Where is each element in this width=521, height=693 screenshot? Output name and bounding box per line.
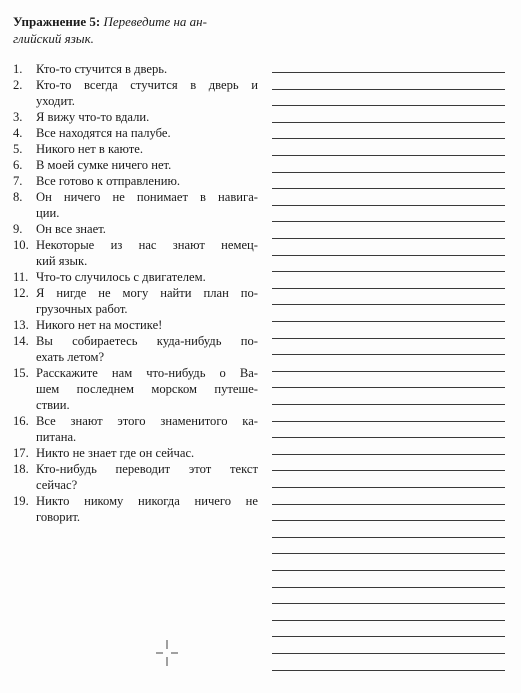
- sentence-number: 2.: [13, 78, 23, 92]
- sentence-text: [36, 77, 258, 109]
- sentence-text: [36, 269, 258, 285]
- answer-line[interactable]: [272, 504, 505, 505]
- sentence-number: 7.: [13, 174, 23, 188]
- sentence-line: Вы собираетесь куда-нибудь по-: [36, 334, 258, 348]
- sentence-number: 3.: [13, 110, 23, 124]
- sentence-line: сейчас?: [36, 478, 78, 492]
- sentence-line: Кто-то стучится в дверь.: [36, 62, 168, 76]
- exercise-instruction-line-2: глийский язык.: [13, 31, 94, 46]
- answer-line[interactable]: [272, 620, 505, 621]
- sentence-line: ции.: [36, 206, 60, 220]
- sentence-line: питана.: [36, 430, 77, 444]
- sentence-line: Все знают этого знаменитого ка-: [36, 414, 258, 428]
- sentence-text: [36, 109, 258, 125]
- answer-line[interactable]: [272, 636, 505, 637]
- sentence-item: [13, 237, 258, 269]
- sentence-number: 9.: [13, 222, 23, 236]
- sentence-text: [36, 365, 258, 413]
- answer-line[interactable]: [272, 188, 505, 189]
- answer-line[interactable]: [272, 653, 505, 654]
- answer-line[interactable]: [272, 587, 505, 588]
- sentence-number: 19.: [13, 494, 29, 508]
- sentence-line: Кто-нибудь переводит этот текст: [36, 462, 258, 476]
- answer-line[interactable]: [272, 172, 505, 173]
- sentence-number: 18.: [13, 462, 29, 476]
- answer-line[interactable]: [272, 72, 505, 73]
- sentence-text: [36, 221, 258, 237]
- sentence-item: [13, 77, 258, 109]
- sentence-text: [36, 413, 258, 445]
- sentence-item: [13, 189, 258, 221]
- sentence-line: Никто никому никогда ничего не: [36, 494, 258, 508]
- sentence-line: Все готово к отправлению.: [36, 174, 181, 188]
- sentence-line: Некоторые из нас знают немец-: [36, 238, 258, 252]
- sentence-number: 13.: [13, 318, 29, 332]
- answer-line[interactable]: [272, 520, 505, 521]
- sentence-line: кий язык.: [36, 254, 88, 268]
- answer-line[interactable]: [272, 421, 505, 422]
- sentence-item: [13, 317, 258, 333]
- sentence-number: 5.: [13, 142, 23, 156]
- answer-line[interactable]: [272, 221, 505, 222]
- sentence-line: говорит.: [36, 510, 81, 524]
- answer-line[interactable]: [272, 553, 505, 554]
- answer-line[interactable]: [272, 122, 505, 123]
- sentence-text: [36, 189, 258, 221]
- answer-line[interactable]: [272, 354, 505, 355]
- exercise-heading: [13, 13, 263, 47]
- sentence-text: [36, 173, 258, 189]
- answer-line[interactable]: [272, 138, 505, 139]
- sentence-line: Он ничего не понимает в навига-: [36, 190, 258, 204]
- sentence-item: [13, 221, 258, 237]
- answer-line[interactable]: [272, 238, 505, 239]
- answer-line[interactable]: [272, 205, 505, 206]
- sentence-number: 17.: [13, 446, 29, 460]
- answer-line[interactable]: [272, 89, 505, 90]
- sentence-item: [13, 173, 258, 189]
- sentence-item: [13, 61, 258, 77]
- sentence-line: шем последнем морском путеше-: [36, 382, 258, 396]
- sentence-number: 10.: [13, 238, 29, 252]
- sentence-item: [13, 413, 258, 445]
- sentence-item: [13, 445, 258, 461]
- answer-line[interactable]: [272, 387, 505, 388]
- answer-line[interactable]: [272, 255, 505, 256]
- sentence-line: Никто не знает где он сейчас.: [36, 446, 195, 460]
- sentence-text: [36, 157, 258, 173]
- answer-lines-area: [272, 0, 505, 693]
- sentence-item: [13, 157, 258, 173]
- sentence-text: [36, 493, 258, 525]
- answer-line[interactable]: [272, 404, 505, 405]
- sentence-text: [36, 125, 258, 141]
- sentence-line: Я нигде не могу найти план по-: [36, 286, 258, 300]
- answer-line[interactable]: [272, 437, 505, 438]
- sentence-line: В моей сумке ничего нет.: [36, 158, 172, 172]
- sentence-text: [36, 317, 258, 333]
- sentence-item: [13, 141, 258, 157]
- sentence-item: [13, 125, 258, 141]
- sentence-line: Все находятся на палубе.: [36, 126, 171, 140]
- answer-line[interactable]: [272, 537, 505, 538]
- sentence-line: Кто-то всегда стучится в дверь и: [36, 78, 258, 92]
- sentence-number: 11.: [13, 270, 29, 284]
- sentence-line: Что-то случилось с двигателем.: [36, 270, 206, 284]
- sentence-text: [36, 333, 258, 365]
- answer-line[interactable]: [272, 454, 505, 455]
- sentence-line: Никого нет в каюте.: [36, 142, 143, 156]
- sentence-item: [13, 461, 258, 493]
- answer-line[interactable]: [272, 603, 505, 604]
- answer-line[interactable]: [272, 487, 505, 488]
- answer-line[interactable]: [272, 304, 505, 305]
- sentence-line: Никого нет на мостике!: [36, 318, 163, 332]
- sentence-number: 4.: [13, 126, 23, 140]
- sentence-line: ехать летом?: [36, 350, 105, 364]
- sentence-line: Я вижу что-то вдали.: [36, 110, 150, 124]
- sentence-number: 12.: [13, 286, 29, 300]
- answer-line[interactable]: [272, 338, 505, 339]
- answer-line[interactable]: [272, 105, 505, 106]
- sentence-line: уходит.: [36, 94, 75, 108]
- sentence-item: [13, 365, 258, 413]
- answer-line[interactable]: [272, 470, 505, 471]
- sentence-text: [36, 61, 258, 77]
- sentence-text: [36, 445, 258, 461]
- answer-line[interactable]: [272, 670, 505, 671]
- sentence-number: 14.: [13, 334, 29, 348]
- sentence-item: [13, 285, 258, 317]
- sentence-text: [36, 141, 258, 157]
- sentence-item: [13, 333, 258, 365]
- sentence-text: [36, 237, 258, 269]
- sentence-item: [13, 269, 258, 285]
- sentence-number: 16.: [13, 414, 29, 428]
- sentence-item: [13, 109, 258, 125]
- sentence-text: [36, 461, 258, 493]
- answer-line[interactable]: [272, 371, 505, 372]
- sentence-line: Расскажите нам что-нибудь о Ва-: [36, 366, 258, 380]
- sentence-text: [36, 285, 258, 317]
- sentence-list: [13, 61, 258, 525]
- sentence-line: ствии.: [36, 398, 70, 412]
- exercise-instruction-line-1: Переведите на ан-: [103, 14, 207, 29]
- answer-line[interactable]: [272, 321, 505, 322]
- answer-line[interactable]: [272, 271, 505, 272]
- answer-line[interactable]: [272, 570, 505, 571]
- sentence-line: Он все знает.: [36, 222, 106, 236]
- sentence-number: 1.: [13, 62, 23, 76]
- answer-line[interactable]: [272, 155, 505, 156]
- sentence-number: 15.: [13, 366, 29, 380]
- answer-line[interactable]: [272, 288, 505, 289]
- sentence-line: грузочных работ.: [36, 302, 128, 316]
- crop-mark-icon: [156, 640, 178, 666]
- sentence-number: 6.: [13, 158, 23, 172]
- sentence-item: [13, 493, 258, 525]
- exercise-label: Упражнение 5:: [13, 14, 101, 29]
- sentence-number: 8.: [13, 190, 23, 204]
